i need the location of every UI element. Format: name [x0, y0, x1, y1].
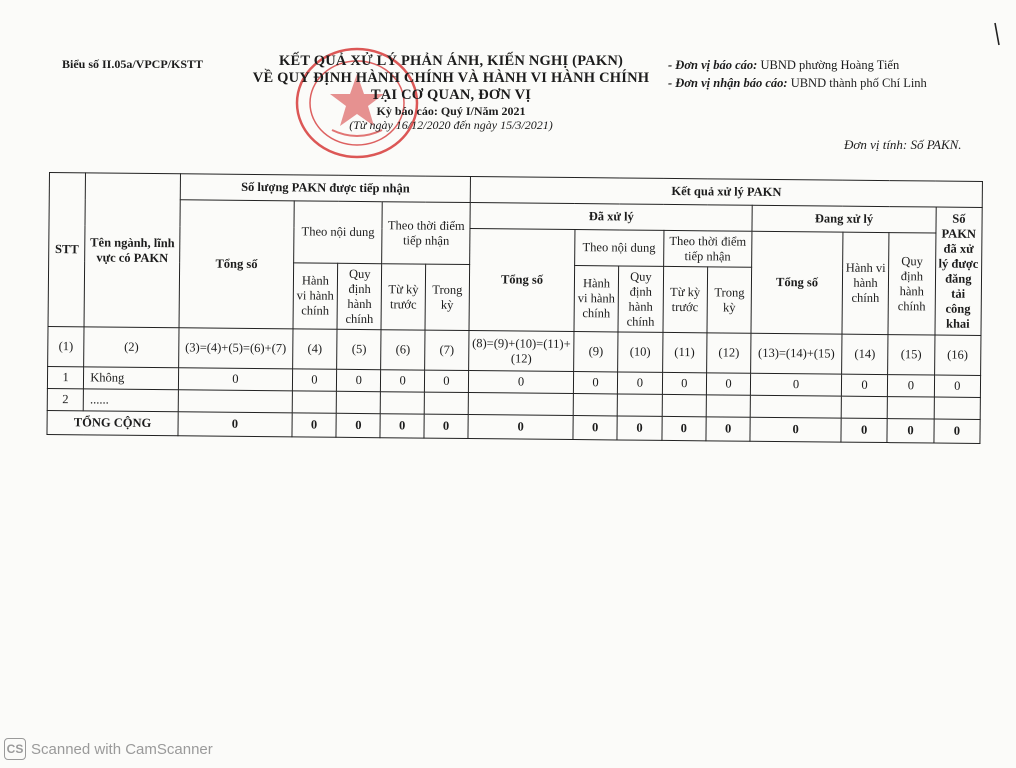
total-value: 0 — [424, 414, 469, 438]
row-value: 0 — [292, 369, 337, 391]
col-number: (5) — [337, 329, 382, 369]
total-value: 0 — [841, 418, 888, 442]
col-number: (12) — [707, 333, 752, 373]
total-value: 0 — [336, 413, 381, 437]
row-value — [750, 395, 841, 418]
header-received-previous: Từ kỳ trước — [381, 264, 425, 330]
form-code: Biểu số II.05a/VPCP/KSTT — [62, 57, 204, 71]
row-value — [706, 395, 751, 417]
total-value: 0 — [468, 415, 573, 440]
row-value — [662, 394, 707, 416]
total-value: 0 — [380, 414, 424, 438]
col-number: (7) — [424, 330, 469, 370]
row-value — [841, 396, 888, 418]
row-name: ...... — [83, 389, 178, 412]
report-units — [668, 56, 927, 92]
col-number: (1) — [48, 326, 85, 366]
row-value — [934, 397, 981, 419]
header-processing-behavior: Hành vi hành chính — [842, 232, 889, 334]
pen-mark-icon — [992, 22, 1002, 46]
scanner-watermark — [4, 737, 213, 761]
row-value — [178, 390, 292, 413]
total-value: 0 — [573, 416, 618, 440]
total-value: 0 — [662, 416, 707, 440]
total-value: 0 — [750, 417, 841, 442]
col-number: (10) — [618, 332, 663, 372]
header-received-regulation: Quy định hành chính — [337, 263, 382, 329]
row-value — [468, 393, 573, 416]
row-value: 0 — [841, 374, 888, 396]
scanner-watermark-text: Scanned with CamScanner — [31, 740, 213, 758]
total-value: 0 — [706, 417, 751, 441]
title-line-2: VỀ QUY ĐỊNH HÀNH CHÍNH VÀ HÀNH VI HÀNH CHÍNH — [252, 70, 650, 86]
row-stt: 1 — [47, 366, 83, 388]
header-processing-regulation: Quy định hành chính — [888, 233, 935, 335]
col-number: (13)=(14)+(15) — [751, 333, 842, 374]
header-processed-total: Tổng số — [469, 229, 575, 332]
row-value — [887, 397, 934, 419]
title-line-1: KẾT QUẢ XỬ LÝ PHẢN ÁNH, KIẾN NGHỊ (PAKN) — [278, 53, 624, 69]
header-processed-by-content: Theo nội dung — [575, 230, 664, 267]
col-number: (8)=(9)+(10)=(11)+(12) — [469, 331, 574, 372]
total-value: 0 — [934, 419, 981, 443]
row-value: 0 — [337, 369, 382, 391]
header-processing: Đang xử lý — [752, 205, 936, 233]
receiving-unit-label: - Đơn vị nhận báo cáo: — [668, 76, 788, 90]
report-date-range: (Từ ngày 16/12/2020 đến ngày 15/3/2021) — [349, 118, 553, 132]
row-value: 0 — [381, 370, 425, 392]
receiving-unit-value: UBND thành phố Chí Linh — [790, 76, 927, 90]
row-value: 0 — [706, 373, 751, 395]
report-period: Kỳ báo cáo: Quý I/Năm 2021 — [376, 104, 526, 118]
pakn-results-table — [46, 172, 982, 444]
col-number: (9) — [574, 332, 619, 372]
row-value — [617, 394, 662, 416]
reporting-unit-label: - Đơn vị báo cáo: — [668, 58, 758, 72]
header-processing-total: Tổng số — [751, 231, 843, 334]
row-value: 0 — [618, 372, 663, 394]
header-received-total: Tổng số — [179, 200, 294, 329]
col-number: (16) — [934, 335, 981, 375]
header-received-group: Số lượng PAKN được tiếp nhận — [180, 174, 470, 203]
report-title-block — [236, 53, 666, 132]
total-value: 0 — [292, 413, 337, 437]
row-value — [424, 392, 469, 414]
total-value: 0 — [617, 416, 662, 440]
header-processed-previous: Từ kỳ trước — [663, 266, 708, 332]
row-name: Không — [84, 367, 179, 390]
total-label: TỔNG CỘNG — [47, 410, 178, 435]
col-number: (6) — [381, 330, 425, 370]
header-received-in-period: Trong kỳ — [425, 264, 470, 330]
header-processed-in-period: Trong kỳ — [707, 267, 752, 333]
header-published: Số PAKN đã xử lý được đăng tải công khai — [935, 207, 983, 335]
row-value: 0 — [469, 371, 574, 394]
header-received-behavior: Hành vi hành chính — [293, 263, 338, 329]
header-processed: Đã xử lý — [470, 203, 752, 232]
row-value — [573, 394, 618, 416]
header-result-group: Kết quả xử lý PAKN — [470, 177, 982, 208]
row-value: 0 — [934, 375, 981, 397]
col-number: (4) — [292, 329, 337, 369]
unit-of-measure: Đơn vị tính: Số PAKN. — [844, 137, 962, 152]
col-number: (11) — [662, 332, 707, 372]
header-name: Tên ngành, lĩnh vực có PAKN — [84, 173, 180, 328]
row-value: 0 — [751, 373, 842, 396]
camscanner-icon: CS — [4, 738, 26, 760]
col-number: (3)=(4)+(5)=(6)+(7) — [179, 328, 293, 369]
row-value: 0 — [888, 375, 935, 397]
title-line-3: TẠI CƠ QUAN, ĐƠN VỊ — [370, 87, 532, 103]
col-number: (15) — [888, 335, 935, 375]
row-value: 0 — [424, 370, 469, 392]
header-stt: STT — [48, 173, 86, 327]
row-value: 0 — [662, 372, 707, 394]
header-received-by-time: Theo thời điểm tiếp nhận — [382, 202, 470, 265]
total-value: 0 — [178, 412, 292, 437]
row-value — [381, 392, 425, 414]
reporting-unit-value: UBND phường Hoàng Tiến — [760, 58, 900, 72]
row-value — [336, 391, 381, 413]
total-value: 0 — [887, 419, 934, 443]
row-stt: 2 — [47, 388, 83, 410]
row-value — [292, 391, 337, 413]
header-processed-by-time: Theo thời điểm tiếp nhận — [663, 230, 752, 267]
row-value: 0 — [573, 372, 618, 394]
col-number: (14) — [842, 334, 889, 374]
header-processed-behavior: Hành vi hành chính — [574, 266, 619, 332]
row-value: 0 — [178, 368, 292, 391]
col-number: (2) — [84, 327, 179, 368]
header-processed-regulation: Quy định hành chính — [618, 266, 663, 332]
header-received-by-content: Theo nội dung — [293, 201, 382, 264]
